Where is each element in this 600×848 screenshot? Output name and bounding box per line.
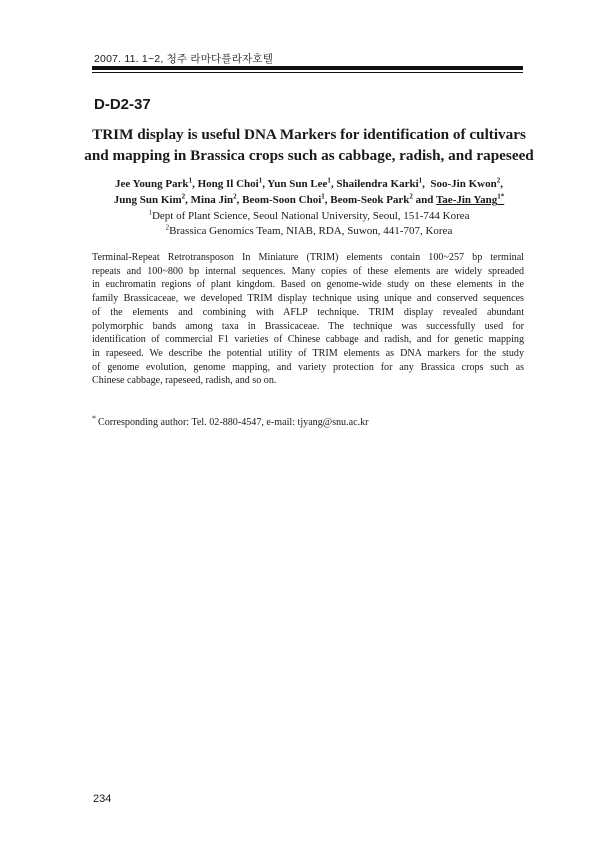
author-affiliation-mark: 1 bbox=[321, 192, 325, 201]
abstract-line: family Brassicaceae, we developed TRIM display technique using unique and conserved sequences bbox=[92, 293, 524, 305]
author-name: Shailendra Karki bbox=[336, 178, 419, 190]
header-rule-thin bbox=[92, 72, 523, 73]
abstract-line: of genome evolution, genome mapping, and variety protection for any Brassica crops such as bbox=[92, 361, 524, 373]
page-number: 234 bbox=[93, 793, 112, 805]
corresponding-text: Corresponding author: Tel. 02-880-4547, e-mail: tjyang@snu.ac.kr bbox=[98, 417, 369, 428]
author-affiliation-mark: 1 bbox=[188, 176, 193, 185]
abstract-line: in euchromatin regions of plant kingdom. Based on genome-wide study on these elements in the bbox=[92, 279, 524, 291]
author-name: Jee Young Park bbox=[115, 178, 189, 190]
author-affiliation-mark: 2 bbox=[409, 192, 413, 201]
author-name: Mina Jin bbox=[190, 194, 234, 206]
affiliation-line bbox=[80, 209, 538, 224]
header-rule-thick bbox=[92, 66, 523, 70]
and-word: and bbox=[415, 194, 434, 206]
conference-header: 2007. 11. 1~2, 청주 라마다플라자호텔 bbox=[94, 53, 274, 65]
author-affiliation-mark: 2 bbox=[496, 176, 501, 185]
author-affiliation-mark: 2 bbox=[181, 192, 186, 201]
affiliations bbox=[80, 209, 538, 239]
author-line: Jee Young Park$^1$, Hong Il Choi$^1$, Yun Sun Lee$^1$, Shailendra Karki$^1$, Soo-Jin Kwon$^2$, bbox=[115, 176, 503, 190]
title-line: TRIM display is useful DNA Markers for identification of cultivars bbox=[92, 126, 526, 143]
abstract-line: Terminal-Repeat Retrotransposon In Miniature (TRIM) elements contain 100~257 bp terminal bbox=[92, 252, 524, 263]
abstract-line: repeats and 100~800 bp internal sequences. Many copies of these elements are widely spreaded bbox=[92, 265, 524, 277]
affiliation-mark: 2 bbox=[165, 223, 170, 232]
affiliation-text: Brassica Genomics Team, NIAB, RDA, Suwon, 441-707, Korea bbox=[169, 225, 453, 237]
author-affiliation-mark: 1* bbox=[497, 192, 505, 201]
title-line: and mapping in Brassica crops such as cabbage, radish, and rapeseed bbox=[84, 147, 534, 164]
author-name: Yun Sun Lee bbox=[267, 178, 328, 190]
corresponding-star: * bbox=[92, 413, 96, 423]
abstract bbox=[92, 251, 524, 388]
corresponding-author-note bbox=[92, 413, 369, 428]
affiliation-text: Dept of Plant Science, Seoul National University, Seoul, 151-744 Korea bbox=[151, 210, 470, 222]
author-name: Beom-Soon Choi bbox=[242, 194, 322, 206]
abstract-line: in rapeseed. We describe the potential utility of TRIM elements as DNA markers for the study bbox=[92, 347, 524, 359]
author-affiliation-mark: 2 bbox=[233, 192, 237, 201]
author-name: Soo-Jin Kwon bbox=[430, 178, 497, 190]
author-name: Tae-Jin Yang bbox=[435, 194, 498, 206]
author-name: Beom-Seok Park bbox=[330, 194, 410, 206]
paper-code: D-D2-37 bbox=[94, 96, 151, 113]
author-name: Jung Sun Kim bbox=[113, 194, 182, 206]
author-line: Jung Sun Kim$^2$, Mina Jin$^2$, Beom-Soon Choi$^1$, Beom-Seok Park$^2$ and Tae-Jin Yang$^{1*}$ bbox=[113, 192, 505, 206]
abstract-line: identification of commercial F1 varieties of Chinese cabbage and radish, and for genetic mapping bbox=[92, 334, 524, 346]
author-affiliation-mark: 1 bbox=[327, 176, 331, 185]
abstract-line: Chinese cabbage, rapeseed, radish, and so on. bbox=[92, 375, 277, 387]
abstract-line: polymorphic bands among taxa in Brassicaceae. The technique was successfully used for bbox=[92, 320, 524, 332]
author-affiliation-mark: 1 bbox=[258, 176, 263, 185]
author-list bbox=[80, 176, 538, 208]
affiliation-mark: 1 bbox=[148, 208, 152, 217]
affiliation-line bbox=[80, 224, 538, 239]
author-name: Hong Il Choi bbox=[197, 178, 259, 190]
corresponding-author-name bbox=[436, 194, 504, 206]
author-affiliation-mark: 1 bbox=[418, 176, 423, 185]
abstract-line: of the elements and combining with AFLP technique. TRIM display revealed abundant bbox=[92, 306, 524, 318]
paper-title bbox=[80, 124, 538, 166]
